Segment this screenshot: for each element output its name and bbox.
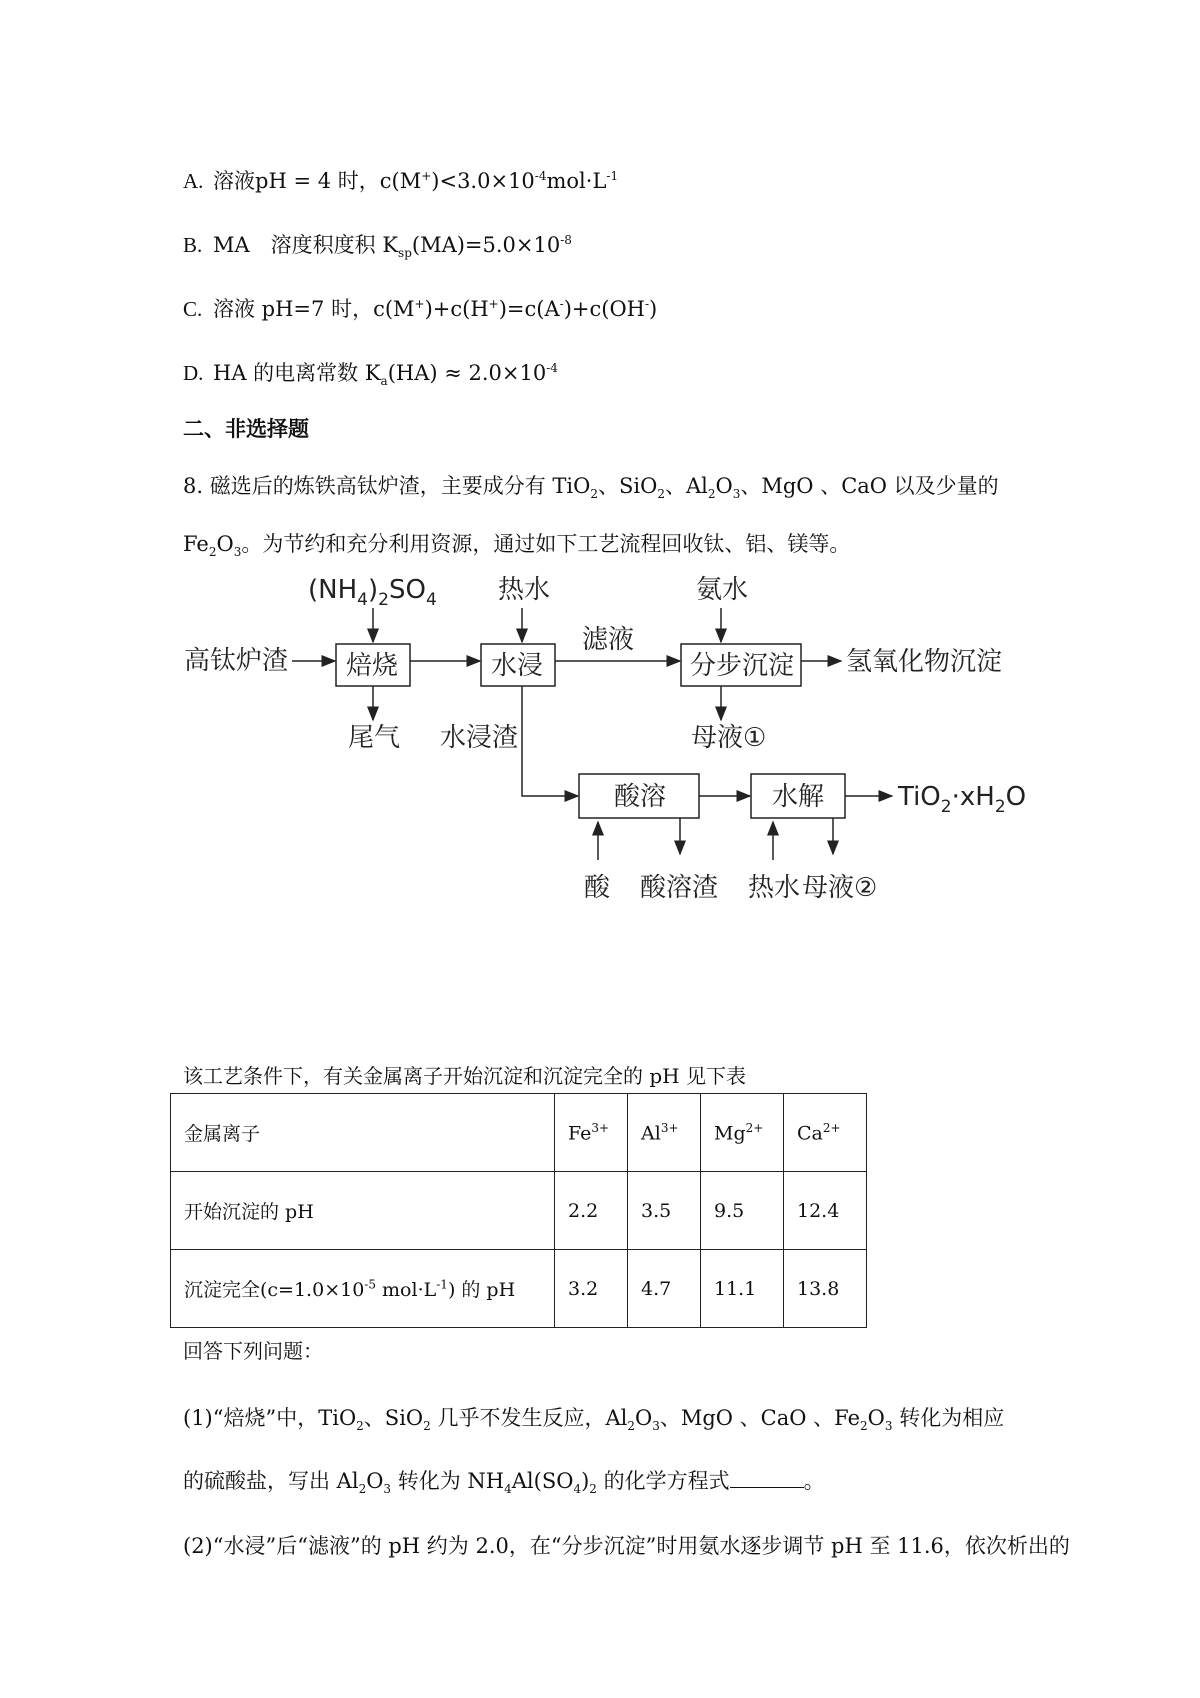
tail-gas-label: 尾气: [348, 723, 401, 753]
table-row: [171, 1250, 867, 1328]
cell: 3.2: [555, 1250, 628, 1328]
table-row: [171, 1172, 867, 1250]
acid-dissolve-label: 酸溶: [614, 782, 667, 812]
acid-residue-label: 酸溶渣: [640, 873, 719, 903]
question-1-line-2: 的硫酸盐，写出 $Al_2O_3$ 转化为 $NH_4Al(SO_4)_2$ 的化学方程式 。: [183, 1469, 825, 1497]
mother-liquor-2-label: 母液②: [802, 873, 878, 903]
option-a: A. 溶液pH = 4 时，$c(M^+)<3.0\times 10^{-4}mol\cdot L^{-1}$: [183, 169, 619, 193]
mother-liquor-1-label: 母液①: [691, 723, 767, 753]
hydrolysis-label: 水解: [772, 782, 825, 812]
table-header-row: [171, 1094, 867, 1172]
ammonia-label: 氨水: [696, 575, 749, 605]
question-8-line-1: 8. 磁选后的炼铁高钛炉渣，主要成分有 TiO$_2$、SiO$_2$、$Al_2O_3$、MgO 、CaO 以及少量的: [183, 474, 999, 502]
stepwise-precip-label: 分步沉淀: [690, 651, 795, 681]
question-2-line-1: (2)“水浸”后“滤液”的 pH 约为 2.0，在“分步沉淀”时用氨水逐步调节 pH 至 11.6，依次析出的: [183, 1534, 1070, 1558]
hot-water-1-label: 热水: [498, 575, 551, 605]
option-d: D. HA 的电离常数 $K_a(HA) \approx 2.0\times 10^{-4}$: [183, 361, 558, 389]
row-label-complete: 沉淀完全($c=1.0\times 10^{-5}$ $mol\cdot L^{-1}$) 的 pH: [171, 1250, 555, 1328]
process-flow-diagram: [178, 560, 1058, 940]
hot-water-2-label: 热水: [748, 873, 801, 903]
acid-label: 酸: [584, 873, 611, 903]
cell: 9.5: [701, 1172, 784, 1250]
water-leach-label: 水浸: [491, 651, 544, 681]
cell: 2.2: [555, 1172, 628, 1250]
option-letter: A.: [183, 169, 204, 193]
header-ca: $Ca^{2+}$: [784, 1094, 867, 1172]
ph-table: [170, 1093, 867, 1328]
question-1-line-1: (1)“焙烧”中，TiO$_2$、SiO$_2$ 几乎不发生反应，$Al_2O_3$、MgO 、CaO 、$Fe_2O_3$ 转化为相应: [183, 1406, 1005, 1434]
answer-blank[interactable]: [730, 1469, 804, 1488]
cell: 3.5: [628, 1172, 701, 1250]
header-mg: $Mg^{2+}$: [701, 1094, 784, 1172]
header-fe: $Fe^{3+}$: [555, 1094, 628, 1172]
filtrate-label: 滤液: [582, 625, 635, 655]
cell: 12.4: [784, 1172, 867, 1250]
raw-material-label: 高钛炉渣: [184, 646, 289, 676]
leach-residue-label: 水浸渣: [440, 723, 519, 753]
header-metal-ion: 金属离子: [171, 1094, 555, 1172]
option-b: B. MA 溶度积度积 $K_{sp}(MA)=5.0\times 10^{-8}$: [183, 233, 572, 261]
header-al: $Al^{3+}$: [628, 1094, 701, 1172]
product-label: $TiO_2\cdot xH_2O$: [898, 782, 1027, 817]
option-c: C. 溶液 pH=7 时，c(M+)+c(H+)=c(A-)+c(OH-): [183, 297, 658, 321]
question-8-line-2: $Fe_2O_3$。为节约和充分利用资源，通过如下工艺流程回收钛、铝、镁等。: [183, 532, 851, 560]
table-caption: 该工艺条件下，有关金属离子开始沉淀和沉淀完全的 pH 见下表: [183, 1064, 746, 1088]
cell: 13.8: [784, 1250, 867, 1328]
hydroxide-label: 氢氧化物沉淀: [846, 647, 1003, 677]
section-title: 二、非选择题: [183, 417, 309, 441]
cell: 4.7: [628, 1250, 701, 1328]
answer-intro: 回答下列问题：: [183, 1339, 323, 1363]
arrow-residue-to-acid: [522, 686, 578, 796]
cell: 11.1: [701, 1250, 784, 1328]
reagent-ammonium-sulfate: $(NH_4)_2SO_4$: [308, 575, 437, 610]
roast-label: 焙烧: [346, 651, 399, 681]
row-label-start: 开始沉淀的 pH: [171, 1172, 555, 1250]
